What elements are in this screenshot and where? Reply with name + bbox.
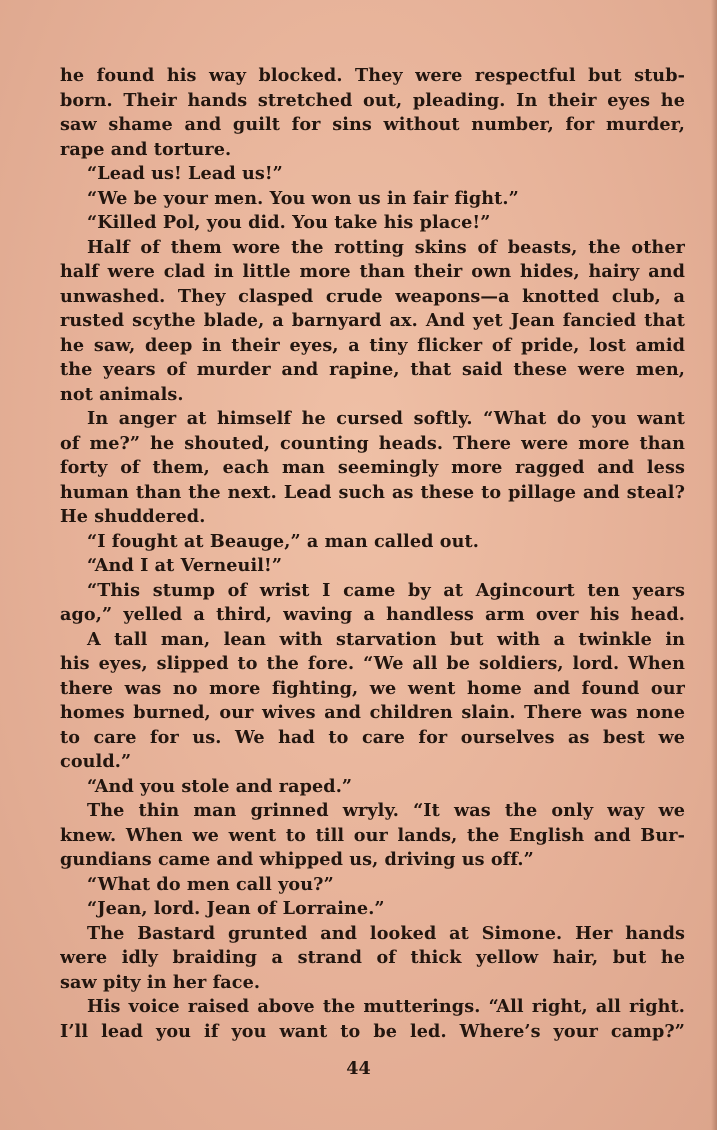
text-line: rusted scythe blade, a barnyard ax. And yet Jean fancied that	[60, 310, 685, 331]
text-line: forty of them, each man seemingly more ragged and less	[60, 457, 685, 478]
text-line: “Lead us! Lead us!”	[87, 163, 283, 184]
page-edge-shadow	[711, 0, 717, 1130]
text-line: His voice raised above the mutterings. “All right, all right.	[87, 996, 685, 1017]
text-line: “What do men call you?”	[87, 873, 334, 895]
text-line: he found his way blocked. They were respectful but stub-	[60, 65, 685, 86]
text-line: A tall man, lean with starvation but with a twinkle in	[87, 628, 685, 650]
text-line: Half of them wore the rotting skins of beasts, the other	[87, 236, 685, 258]
text-line: “Jean, lord. Jean of Lorraine.”	[87, 898, 385, 919]
text-line: In anger at himself he cursed softly. “What do you want	[87, 408, 685, 429]
text-line: rape and torture.	[60, 138, 232, 160]
text-line: of me?” he shouted, counting heads. There were more than	[60, 432, 685, 454]
text-line: homes burned, our wives and children slain. There was none	[60, 702, 685, 723]
text-line: saw pity in her face.	[60, 971, 261, 993]
text-line: “And you stole and raped.”	[87, 775, 353, 797]
text-line: half were clad in little more than their own hides, hairy and	[60, 261, 685, 282]
text-line: The thin man grinned wryly. “It was the only way we	[87, 800, 685, 821]
book-page-text	[60, 64, 685, 1044]
text-line: his eyes, slipped to the fore. “We all be soldiers, lord. When	[60, 653, 685, 674]
text-line: The Bastard grunted and looked at Simone. Her hands	[87, 922, 685, 944]
text-line: not animals.	[60, 383, 184, 405]
text-line: “Killed Pol, you did. You take his place!”	[87, 212, 491, 233]
text-line: “This stump of wrist I came by at Agincourt ten years	[87, 579, 685, 601]
text-line: human than the next. Lead such as these to pillage and steal?	[60, 481, 685, 503]
text-line: “We be your men. You won us in fair fight.”	[87, 187, 519, 209]
text-line: ago,” yelled a third, waving a handless arm over his head.	[60, 604, 685, 625]
text-line: to care for us. We had to care for ourselves as best we	[60, 726, 685, 748]
text-line: knew. When we went to till our lands, the English and Bur-	[60, 824, 685, 846]
text-line: saw shame and guilt for sins without number, for murder,	[60, 114, 685, 135]
text-line: unwashed. They clasped crude weapons—a knotted club, a	[60, 285, 685, 307]
text-line: he saw, deep in their eyes, a tiny flicker of pride, lost amid	[60, 334, 685, 356]
text-line: “And I at Verneuil!”	[87, 555, 283, 576]
text-line: He shuddered.	[60, 506, 206, 527]
text-line: could.”	[60, 751, 132, 772]
text-line: born. Their hands stretched out, pleading. In their eyes he	[60, 89, 685, 111]
text-line: “I fought at Beauge,” a man called out.	[87, 530, 479, 552]
text-line: there was no more fighting, we went home and found our	[60, 677, 685, 699]
text-line: the years of murder and rapine, that said these were men,	[60, 359, 685, 380]
text-line: gundians came and whipped us, driving us off.”	[60, 849, 534, 870]
page-number: 44	[346, 1058, 371, 1079]
text-line: were idly braiding a strand of thick yellow hair, but he	[60, 947, 685, 968]
text-line: I’ll lead you if you want to be led. Where’s your camp?”	[60, 1020, 685, 1042]
